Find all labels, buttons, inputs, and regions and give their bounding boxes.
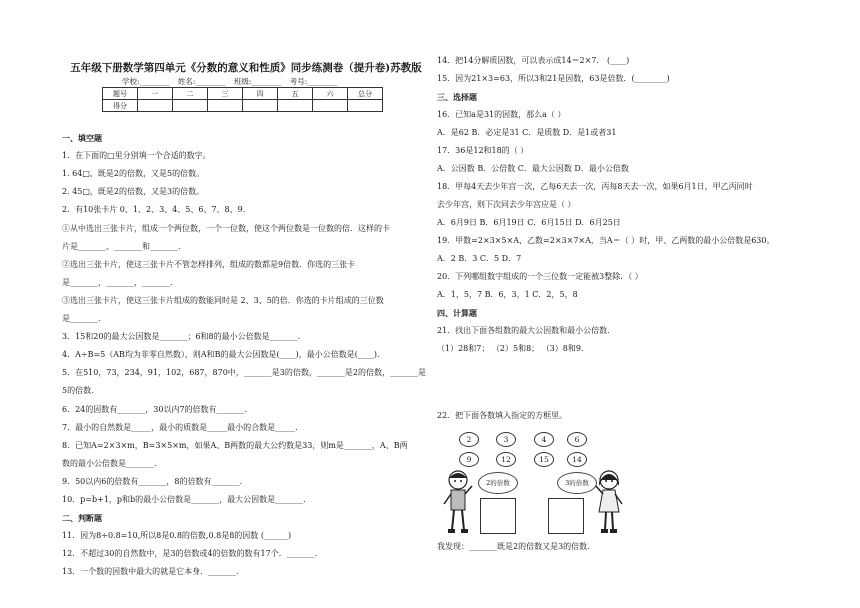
answer-box-multiple-of-3[interactable] xyxy=(548,498,584,534)
question-line: 21．找出下面各组数的最大公因数和最小公倍数. xyxy=(437,326,610,335)
score-cell[interactable] xyxy=(278,100,313,112)
question-line: A．2 B．3 C．5 D．7 xyxy=(437,254,522,263)
bubble-multiple-of-3: 3的倍数 xyxy=(557,472,597,494)
score-header: 总分 xyxy=(348,88,383,100)
info-name: 姓名:________ xyxy=(177,77,226,86)
number-oval[interactable]: 9 xyxy=(459,452,479,467)
question-line: 片是_______、_______和_______. xyxy=(62,241,181,251)
score-row-label: 得分 xyxy=(103,100,138,112)
question-line: 6．24的因数有_______，30以内7的倍数有_______. xyxy=(62,404,248,414)
number-oval[interactable]: 6 xyxy=(567,432,587,447)
number-oval[interactable]: 15 xyxy=(534,452,554,467)
score-cell[interactable] xyxy=(348,100,383,112)
score-cell[interactable] xyxy=(243,100,278,112)
number-oval[interactable]: 2 xyxy=(459,432,479,447)
question-line: 4．A÷B=5（AB均为非零自然数），则A和B的最大公因数是(____)，最小公倍数是(____). xyxy=(62,350,380,360)
question-line: 去少年宫，则下次同去少年宫应是（ ） xyxy=(437,200,576,209)
question-line: 19．甲数=2×3×5×A，乙数=2×3×7×A，当A＝（ ）时，甲、乙两数的最小公倍数是630。 xyxy=(437,236,775,245)
girl-figure-icon xyxy=(594,468,624,538)
score-header: 四 xyxy=(243,88,278,100)
question-line: 5．在510，73，234，91，102，687，870中，_______是3的倍数，_______是2的倍数，_______是 xyxy=(62,368,426,378)
question-line: ①从中选出三张卡片，组成一个两位数，一个一位数，使这个两位数是一位数的倍．这样的卡 xyxy=(62,223,390,233)
exam-title: 五年级下册数学第四单元《分数的意义和性质》同步练测卷（提升卷)苏教版 xyxy=(70,62,422,74)
question-line: （1）28和7； （2）5和8； （3）8和9. xyxy=(437,344,584,353)
score-cell[interactable] xyxy=(208,100,243,112)
question-line: 10．p=b+1，p和b的最小公倍数是_______，最大公因数是_______. xyxy=(62,495,306,504)
question-line: 7．最小的自然数是_____，最小的质数是_____最小的合数是_____. xyxy=(62,422,298,432)
boy-figure-icon xyxy=(443,468,473,538)
question-line: 2．有10张卡片 0、1、2、3、4、5、6、7、8、9. xyxy=(62,205,246,215)
question-line: 18．甲每4天去少年宫一次，乙每6天去一次，丙每8天去一次，如果6月1日，甲乙丙同时 xyxy=(437,182,753,191)
question-line: A．6月9日 B．6月19日 C．6月15日 D．6月25日 xyxy=(437,218,621,227)
score-header: 题号 xyxy=(103,88,138,100)
score-header: 五 xyxy=(278,88,313,100)
section-heading: 三、选择题 xyxy=(437,92,477,102)
question-line: A．是62 B．必定是31 C．是质数 D．是1或者31 xyxy=(437,128,617,137)
bubble-multiple-of-2: 2的倍数 xyxy=(478,472,518,494)
question-line: 13．一个数的因数中最大的就是它本身．_______. xyxy=(62,567,239,577)
score-header-row xyxy=(103,88,383,100)
info-school: 学校:________ xyxy=(122,77,170,86)
student-info xyxy=(122,76,343,87)
question-line: 17．36是12和18的（ ） xyxy=(437,146,529,155)
question-line: 3．15和20的最大公因数是_______；6和8的最小公倍数是_______. xyxy=(62,332,301,342)
question-line: 2. 45□，既是2的倍数，又是3的倍数。 xyxy=(62,187,205,197)
score-header: 一 xyxy=(138,88,173,100)
question-line: ③选出三张卡片，使这三张卡片组成的数能同时是 2、3、5的倍．你选的卡片组成的三位数 xyxy=(62,295,384,305)
question-line: 16．已知a是31的因数，那么a（ ） xyxy=(437,110,566,119)
question-line: 14．把14分解质因数，可以表示成14＝2×7． (____) xyxy=(437,56,630,65)
section-heading: 一、填空题 xyxy=(62,133,102,143)
score-table xyxy=(102,87,383,112)
score-row xyxy=(103,100,383,112)
info-class: 班级:________ xyxy=(233,77,282,86)
question-line: A．1，5，7 B．6，3，1 C．2，5，8 xyxy=(437,290,578,299)
question-line: 9．50以内6的倍数有_______，8的倍数有_______. xyxy=(62,476,242,486)
question-line: 数的最小公倍数是_______. xyxy=(62,458,157,468)
question-line: 11．因为8÷0.8=10,所以8是0.8的倍数,0.8是8的因数 (______) xyxy=(62,531,292,541)
score-header: 二 xyxy=(173,88,208,100)
question-line: 15．因为21×3=63，所以3和21是因数，63是倍数．(________) xyxy=(437,74,670,83)
number-oval[interactable]: 12 xyxy=(496,452,516,467)
question-line: 8．已知A=2×3×m，B=3×5×m，如果A、B两数的最大公约数是33，则m是_______，A、B两 xyxy=(62,440,408,450)
score-header: 三 xyxy=(208,88,243,100)
question-22: 22．把下面各数填入指定的方框里。 xyxy=(437,411,568,420)
question-line: 1．在下面的□里分别填一个合适的数字。 xyxy=(62,151,211,161)
number-oval[interactable]: 4 xyxy=(534,432,554,447)
score-header: 六 xyxy=(313,88,348,100)
answer-box-multiple-of-2[interactable] xyxy=(480,498,516,534)
question-line: 是_______. xyxy=(62,314,101,323)
question-line: 5的倍数. xyxy=(62,386,94,396)
info-id: 考号:________ xyxy=(289,77,338,86)
score-cell[interactable] xyxy=(138,100,173,112)
score-cell[interactable] xyxy=(173,100,208,112)
question-22-answer: 我发现：_______既是2的倍数又是3的倍数. xyxy=(437,542,590,551)
number-oval[interactable]: 3 xyxy=(496,432,516,447)
question-line: 是_______，_______，_______. xyxy=(62,277,173,287)
question-line: 1. 64□，既是2的倍数，又是5的倍数。 xyxy=(62,169,205,179)
section-heading: 二、判断题 xyxy=(62,513,102,524)
question-line: A．公因数 B．公倍数 C．最大公因数 D．最小公倍数 xyxy=(437,164,629,173)
score-cell[interactable] xyxy=(313,100,348,112)
number-oval[interactable]: 14 xyxy=(567,452,587,467)
question-line: ②选出三张卡片，使这三张卡片不管怎样排列，组成的数都是9倍数．你选的三张卡 xyxy=(62,259,356,269)
section-heading: 四、计算题 xyxy=(437,308,477,318)
question-line: 12．不超过30的自然数中，是3的倍数或4的倍数的数有17个．_______. xyxy=(62,549,318,559)
question-line: 20．下列哪组数字组成的一个三位数一定能被3整除．（ ） xyxy=(437,272,643,281)
